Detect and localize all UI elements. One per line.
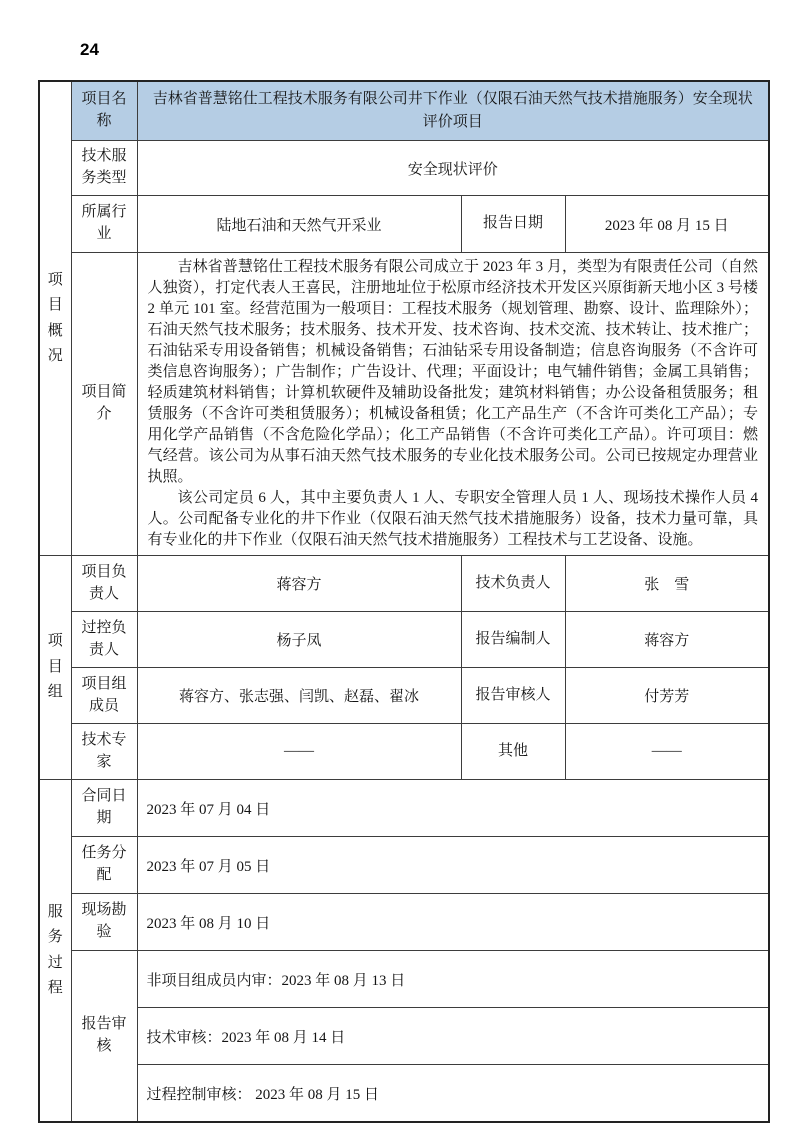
report-review-label: 报告审核: [71, 951, 137, 1123]
tech-expert-value: ——: [137, 724, 461, 780]
report-compiler-label: 报告编制人: [461, 612, 565, 668]
site-survey-label: 现场勘验: [71, 894, 137, 951]
service-type-value: 安全现状评价: [137, 141, 769, 196]
project-name-value: 吉林省普慧铭仕工程技术服务有限公司井下作业（仅限石油天然气技术措施服务）安全现状评价项目: [137, 81, 769, 141]
project-leader-label: 项目负责人: [71, 556, 137, 612]
project-brief-value: [137, 253, 769, 556]
section-label-process: 服务过程: [39, 780, 71, 1123]
process-control-leader-label: 过控负责人: [71, 612, 137, 668]
other-label: 其他: [461, 724, 565, 780]
section-label-team: 项目组: [39, 556, 71, 780]
report-reviewer-label: 报告审核人: [461, 668, 565, 724]
tech-leader-value: 张 雪: [565, 556, 769, 612]
report-date-label: 报告日期: [461, 196, 565, 253]
contract-date-label: 合同日期: [71, 780, 137, 837]
team-members-value: 蒋容方、张志强、闫凯、赵磊、翟冰: [137, 668, 461, 724]
contract-date-value: 2023 年 07 月 04 日: [137, 780, 769, 837]
project-name-label: 项目名称: [71, 81, 137, 141]
team-members-label: 项目组成员: [71, 668, 137, 724]
task-assignment-label: 任务分配: [71, 837, 137, 894]
brief-paragraph-1: 吉林省普慧铭仕工程技术服务有限公司成立于 2023 年 3 月，类型为有限责任公司（自然人独资），打定代表人王喜民，注册地址位于松原市经济技术开发区兴原街新天地小区 3 号楼 2 单元 101 室。经营范围为一般项目：工程技术服务（规划管理、勘察、设计、监理除外）；石油天然气技术服务；技术服务、技术开发、技术咨询、技术交流、技术转让、技术推广；石油钻采专用设备销售；机械设备销售；石油钻采专用设备制造；信息咨询服务（不含许可类信息咨询服务）；广告制作；广告设计、代理；平面设计；电气辅件销售；金属工具销售；轻质建筑材料销售；计算机软硬件及辅助设备批发；建筑材料销售；办公设备租赁服务；租赁服务（不含许可类租赁服务）；机械设备租赁；化工产品生产（不含许可类化工产品）；专用化学产品销售（不含危险化学品）；化工产品销售（不含许可类化工产品）。许可项目：燃气经营。该公司为从事石油天然气技术服务的专业化技术服务公司。公司已按规定办理营业执照。: [147, 259, 758, 485]
tech-expert-label: 技术专家: [71, 724, 137, 780]
project-info-table: [38, 80, 770, 1123]
report-reviewer-value: 付芳芳: [565, 668, 769, 724]
section-label-overview: 项目概况: [39, 81, 71, 556]
site-survey-value: 2023 年 08 月 10 日: [137, 894, 769, 951]
internal-review-item: 非项目组成员内审：2023 年 08 月 13 日: [137, 951, 769, 1008]
service-type-label: 技术服务类型: [71, 141, 137, 196]
tech-leader-label: 技术负责人: [461, 556, 565, 612]
brief-paragraph-2: 该公司定员 6 人，其中主要负责人 1 人、专职安全管理人员 1 人、现场技术操作人员 4 人。公司配备专业化的井下作业（仅限石油天然气技术措施服务）设备，技术力量可靠，具有专业化的井下作业（仅限石油天然气技术措施服务）工程技术与工艺设备、设施。: [147, 490, 758, 548]
project-brief-label: 项目简介: [71, 253, 137, 556]
industry-label: 所属行业: [71, 196, 137, 253]
process-control-leader-value: 杨子凤: [137, 612, 461, 668]
other-value: ——: [565, 724, 769, 780]
report-compiler-value: 蒋容方: [565, 612, 769, 668]
technical-review-item: 技术审核：2023 年 08 月 14 日: [137, 1008, 769, 1065]
report-date-value: 2023 年 08 月 15 日: [565, 196, 769, 253]
industry-value: 陆地石油和天然气开采业: [137, 196, 461, 253]
project-leader-value: 蒋容方: [137, 556, 461, 612]
process-control-review-item: 过程控制审核： 2023 年 08 月 15 日: [137, 1065, 769, 1123]
page-number: 24: [80, 40, 99, 59]
task-assignment-value: 2023 年 07 月 05 日: [137, 837, 769, 894]
